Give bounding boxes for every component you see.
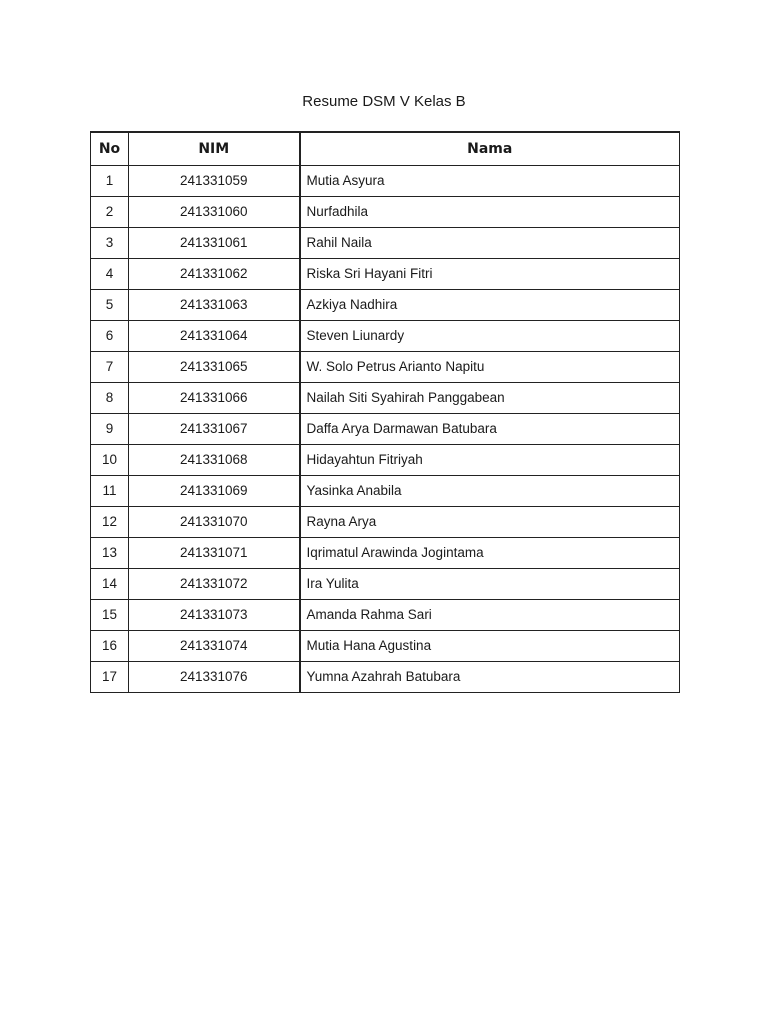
row-number-cell: 10 — [91, 444, 129, 475]
table-row — [91, 382, 680, 413]
nim-cell: 241331070 — [129, 506, 300, 537]
row-number-cell: 16 — [91, 630, 129, 661]
nim-cell: 241331068 — [129, 444, 300, 475]
row-number-cell: 13 — [91, 537, 129, 568]
nim-cell: 241331071 — [129, 537, 300, 568]
table-row — [91, 630, 680, 661]
column-header-nim: NIM — [129, 132, 300, 165]
table-row — [91, 320, 680, 351]
table-row — [91, 506, 680, 537]
nama-cell: Azkiya Nadhira — [300, 289, 680, 320]
nim-cell: 241331062 — [129, 258, 300, 289]
nama-cell: Daffa Arya Darmawan Batubara — [300, 413, 680, 444]
nim-cell: 241331060 — [129, 196, 300, 227]
nim-cell: 241331063 — [129, 289, 300, 320]
nama-cell: Steven Liunardy — [300, 320, 680, 351]
row-number-cell: 5 — [91, 289, 129, 320]
table-row — [91, 444, 680, 475]
table-row — [91, 351, 680, 382]
column-header-no: No — [91, 132, 129, 165]
nama-cell: Nailah Siti Syahirah Panggabean — [300, 382, 680, 413]
row-number-cell: 3 — [91, 227, 129, 258]
table-row — [91, 258, 680, 289]
table-row — [91, 413, 680, 444]
row-number-cell: 9 — [91, 413, 129, 444]
column-header-nama: Nama — [300, 132, 680, 165]
nama-cell: Nurfadhila — [300, 196, 680, 227]
row-number-cell: 14 — [91, 568, 129, 599]
nama-cell: Ira Yulita — [300, 568, 680, 599]
nim-cell: 241331061 — [129, 227, 300, 258]
header-row — [91, 132, 680, 165]
row-number-cell: 2 — [91, 196, 129, 227]
nama-cell: W. Solo Petrus Arianto Napitu — [300, 351, 680, 382]
nama-cell: Yasinka Anabila — [300, 475, 680, 506]
row-number-cell: 11 — [91, 475, 129, 506]
nim-cell: 241331073 — [129, 599, 300, 630]
table-row — [91, 165, 680, 196]
row-number-cell: 12 — [91, 506, 129, 537]
table-row — [91, 537, 680, 568]
row-number-cell: 17 — [91, 661, 129, 692]
table-row — [91, 227, 680, 258]
row-number-cell: 4 — [91, 258, 129, 289]
student-roster-table — [90, 131, 680, 693]
table-row — [91, 568, 680, 599]
nama-cell: Amanda Rahma Sari — [300, 599, 680, 630]
nama-cell: Yumna Azahrah Batubara — [300, 661, 680, 692]
nama-cell: Rahil Naila — [300, 227, 680, 258]
row-number-cell: 15 — [91, 599, 129, 630]
nim-cell: 241331064 — [129, 320, 300, 351]
table-row — [91, 196, 680, 227]
nama-cell: Mutia Asyura — [300, 165, 680, 196]
row-number-cell: 6 — [91, 320, 129, 351]
table-header — [91, 132, 680, 165]
nim-cell: 241331065 — [129, 351, 300, 382]
table-row — [91, 661, 680, 692]
nim-cell: 241331069 — [129, 475, 300, 506]
row-number-cell: 8 — [91, 382, 129, 413]
table-row — [91, 475, 680, 506]
table-row — [91, 289, 680, 320]
table-body — [91, 165, 680, 692]
nama-cell: Rayna Arya — [300, 506, 680, 537]
document-title: Resume DSM V Kelas B — [302, 93, 466, 110]
nama-cell: Hidayahtun Fitriyah — [300, 444, 680, 475]
row-number-cell: 1 — [91, 165, 129, 196]
nama-cell: Iqrimatul Arawinda Jogintama — [300, 537, 680, 568]
nim-cell: 241331076 — [129, 661, 300, 692]
nim-cell: 241331074 — [129, 630, 300, 661]
nim-cell: 241331067 — [129, 413, 300, 444]
nama-cell: Riska Sri Hayani Fitri — [300, 258, 680, 289]
table-row — [91, 599, 680, 630]
nim-cell: 241331066 — [129, 382, 300, 413]
nim-cell: 241331059 — [129, 165, 300, 196]
nama-cell: Mutia Hana Agustina — [300, 630, 680, 661]
row-number-cell: 7 — [91, 351, 129, 382]
nim-cell: 241331072 — [129, 568, 300, 599]
